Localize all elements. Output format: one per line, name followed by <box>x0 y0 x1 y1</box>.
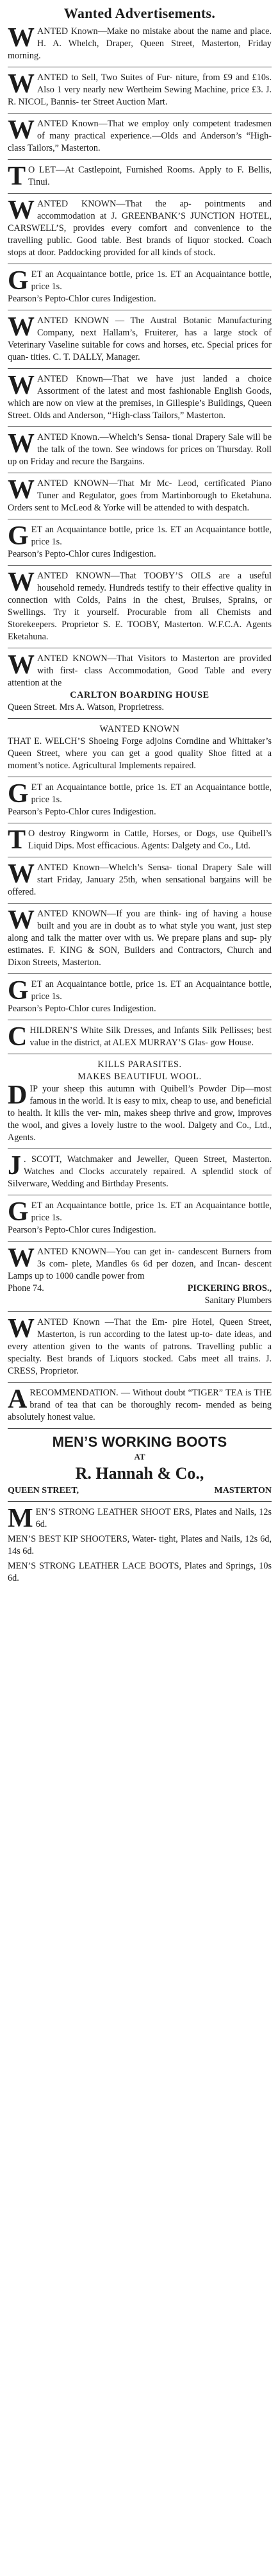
advert-line: Pearson’s Pepto-Chlor cures Indigestion. <box>8 1004 156 1014</box>
drop-cap: T <box>8 825 26 855</box>
column-title: Wanted Advertisements. <box>63 5 216 21</box>
advert <box>8 521 272 560</box>
drop-cap: W <box>8 69 35 99</box>
drop-cap: D <box>8 1081 28 1110</box>
advert-line: ANTED KNOWN—That the ap- pointments and accommodation at J. GREENBANK’S JUNCTION HOTEL, CARSWELL’S, provides every comfort and convenience to the travelling public. Good table. Best brands of liquor stocked. Coach stops at door. Paddocking provided for all kinds of stock. <box>8 199 272 258</box>
advert-line: Pearson’s Pepto-Chlor cures Indigestion. <box>8 549 156 559</box>
advert-text <box>8 1003 272 1015</box>
advert-text <box>8 650 272 689</box>
drop-cap: W <box>8 115 35 145</box>
advert-line: Pearson’s Pepto-Chlor cures Indigestion. <box>8 807 156 817</box>
advert-line: ANTED Known—That we have just landed a choice Assortment of the latest and most fashionable English Goods, which are now on view at the premises, in Gillespie’s Buildings, Queen Street. Olds and Anderson, “High-class Tailors,” Masterton. <box>8 374 272 421</box>
advert-line: ANTED KNOWN—You can get in- candescent Burners from 3s com- plete, Mandles 6s 6d per dozen, and Incan- descent Lamps up to 1000 candle power from <box>8 1247 272 1281</box>
advert <box>8 1243 272 1307</box>
advert <box>8 1059 272 1144</box>
advert-text <box>8 429 272 468</box>
advert-text <box>8 905 272 969</box>
advert-line: ET an Acquaintance bottle, price 1s. ET an Acquaintance bottle, price 1s. <box>31 1200 272 1223</box>
advert-text <box>8 198 272 259</box>
drop-cap: W <box>8 859 35 889</box>
advert-line: ET an Acquaintance bottle, price 1s. ET an Acquaintance bottle, price 1s. <box>31 979 272 1002</box>
advert-line: ET an Acquaintance bottle, price 1s. ET an Acquaintance bottle, price 1s. <box>31 782 272 805</box>
boots-street: QUEEN STREET, <box>8 1486 79 1495</box>
advert <box>8 723 272 772</box>
separator <box>8 1241 272 1242</box>
boots-heading: MEN’S WORKING BOOTS <box>52 1434 227 1450</box>
advert-line: O destroy Ringworm in Cattle, Horses, or Dogs, use Quibell’s Liquid Dips. Most efficacious. Agents: Dalgety and Co., Ltd. <box>28 829 272 851</box>
advert-text <box>8 779 272 809</box>
advert <box>8 1314 272 1377</box>
advert-text <box>8 1387 272 1424</box>
advert <box>8 1197 272 1236</box>
advert-line: ET an Acquaintance bottle, price 1s. ET an Acquaintance bottle, price 1s. <box>31 269 272 292</box>
drop-cap: J <box>8 1151 21 1181</box>
separator <box>8 113 272 114</box>
advert <box>8 825 272 855</box>
advert-line: ANTED Known—That we employ only competent tradesmen of many practical experience.—Olds and Anderson’s “High-class Tailors,” Masterton. <box>8 119 272 153</box>
drop-cap: A <box>8 1385 28 1414</box>
advert-subheading: MAKES BEAUTIFUL WOOL. <box>78 1072 202 1082</box>
drop-cap: W <box>8 312 35 342</box>
advert-text <box>8 976 272 1006</box>
advert <box>8 23 272 62</box>
drop-cap: G <box>8 779 29 809</box>
drop-cap: G <box>8 266 29 296</box>
drop-cap: W <box>8 1243 35 1273</box>
advert <box>8 570 272 643</box>
advert-text <box>8 293 272 305</box>
advert-line: RECOMMENDATION. — Without doubt “TIGER” TEA is THE brand of tea that can be thoroughly recom- mended as being absolutely honest value. <box>8 1388 272 1422</box>
boots-item <box>8 1533 272 1558</box>
advert-line: ANTED KNOWN—If you are think- ing of having a house built and you are in doubt as to what style you want, just step along and talk the matter over with us. We prepare plans and sup- ply estimates. F. KING & SON, Builders and Contractors, Church and Dixon Streets, Masterton. <box>8 909 272 968</box>
advert-text <box>8 521 272 551</box>
advert-text <box>8 373 272 422</box>
advert-line: ET an Acquaintance bottle, price 1s. ET an Acquaintance bottle, price 1s. <box>31 525 272 547</box>
advert-text <box>8 859 272 898</box>
advert-tail: Queen Street. Mrs A. Watson, Proprietress. <box>8 702 165 712</box>
boots-address <box>8 1485 272 1497</box>
drop-cap: W <box>8 371 35 400</box>
advert <box>8 1022 272 1052</box>
advert-text <box>8 164 272 189</box>
advert <box>8 1151 272 1190</box>
separator <box>8 1428 272 1429</box>
advert-text <box>8 1224 272 1236</box>
separator <box>8 426 272 427</box>
separator <box>8 718 272 719</box>
separator <box>8 1311 272 1312</box>
advert-line: IP your sheep this autumn with Quibell’s Powder Dip—most famous in the world. It is easy to mix, cheap to use, and beneficial to health. It kills the ver- min, makes sheep thrive and grow, improves the wool, and gives a lovely lustre to the wool. Dalgety and Co., Ltd., Agents. <box>8 1084 272 1143</box>
advert-text <box>8 1314 272 1377</box>
boots-item-text: EN’S STRONG LEATHER SHOOT ERS, Plates and Nails, 12s 6d. <box>35 1507 272 1529</box>
advert-text <box>8 736 272 772</box>
drop-cap: C <box>8 1022 28 1052</box>
advert <box>8 198 272 259</box>
boots-item-text: MEN’S BEST KIP SHOOTERS, Water- tight, Plates and Nails, 12s 6d, 14s 6d. <box>8 1534 272 1556</box>
advert <box>8 312 272 364</box>
advert-line: ANTED KNOWN—That TOOBY’S OILS are a useful household remedy. Hundreds testify to their effective quality in connection with Colds, Pains in the chest, Bruises, Sprains, or Swellings. Try it yourself. Procurable from all Chemists and Storekeepers. Proprietor S. E. TOOBY, Masterton. W.F.C.A. Agents Eketahuna. <box>8 571 272 642</box>
advert-text <box>8 312 272 364</box>
advert-text <box>8 806 272 818</box>
separator <box>8 193 272 194</box>
advert <box>8 905 272 969</box>
drop-cap: W <box>8 568 35 597</box>
separator <box>8 159 272 160</box>
boots-item <box>8 1560 272 1585</box>
drop-cap: G <box>8 1197 29 1227</box>
separator <box>8 903 272 904</box>
advert-text <box>8 475 272 514</box>
advert <box>8 650 272 714</box>
advert <box>8 69 272 108</box>
advert-text <box>8 825 272 855</box>
advert-text <box>8 1197 272 1227</box>
advert <box>8 429 272 468</box>
separator <box>8 1501 272 1502</box>
boots-item-text: MEN’S STRONG LEATHER LACE BOOTS, Plates and Springs, 10s 6d. <box>8 1561 272 1583</box>
advert <box>8 475 272 514</box>
advert-line: ANTED KNOWN — The Austral Botanic Manufacturing Company, next Hallam’s, Fruiterer, has a large stock of Veterinary Vaseline suitable for cows and horses, etc. Special prices for quan- tities. C. T. DALLY, Manager. <box>8 316 272 362</box>
advert-text <box>8 69 272 108</box>
boots-items <box>8 1506 272 1585</box>
advert <box>8 1387 272 1424</box>
advert-business-name: CARLTON BOARDING HOUSE <box>70 690 209 700</box>
advert <box>8 164 272 189</box>
advert <box>8 115 272 155</box>
drop-cap: W <box>8 475 35 505</box>
ads-list <box>8 23 272 1429</box>
drop-cap: T <box>8 162 26 191</box>
advert-line: ANTED to Sell, Two Suites of Fur- niture, from £9 and £10s. Also 1 very nearly new Wertheim Sewing Machine, price £3. J. R. NICOL, Bannis- ter Street Auction Mart. <box>8 72 272 107</box>
advert-text <box>8 1022 272 1052</box>
advert-tail: Sanitary Plumbers <box>204 1295 272 1306</box>
boots-item <box>8 1506 272 1531</box>
advert-heading: KILLS PARASITES. <box>97 1059 182 1070</box>
advert <box>8 373 272 422</box>
advert <box>8 976 272 1015</box>
advert-line: Pearson’s Pepto-Chlor cures Indigestion. <box>8 1225 156 1235</box>
boots-town: MASTERTON <box>214 1486 272 1495</box>
advert-line: ANTED Known—Whelch’s Sensa- tional Drapery Sale will start Friday, January 25th, when sensational bargains will be offered. <box>8 863 272 897</box>
drop-cap: W <box>8 23 35 53</box>
advert-line: O LET—At Castlepoint, Furnished Rooms. Apply to F. Bellis, Tinui. <box>28 165 272 187</box>
separator <box>8 565 272 566</box>
advert-text <box>8 115 272 155</box>
advert-phone-row <box>8 1283 272 1295</box>
advert-line: THAT E. WELCH’S Shoeing Forge adjoins Corndine and Whittaker’s Queen Street, where you can get a good quality Shoe fitted at a moment’s notice. Agricultural Implements repaired. <box>8 736 272 771</box>
drop-cap: W <box>8 429 35 459</box>
advert-line: ANTED Known—Make no mistake about the name and place. H. A. Whelch, Draper, Queen Street, Masterton, Friday morning. <box>8 26 272 61</box>
separator <box>8 368 272 369</box>
advert <box>8 266 272 305</box>
separator <box>8 1382 272 1383</box>
drop-cap: W <box>8 1314 35 1343</box>
advert <box>8 779 272 818</box>
boots-at: AT <box>134 1452 145 1461</box>
advert-line: . SCOTT, Watchmaker and Jeweller, Queen Street, Masterton. Watches and Clocks accurately repaired. A splendid stock of Silverware, Wedding and Birthday Presents. <box>8 1154 272 1189</box>
advert-text <box>8 1083 272 1144</box>
advert-line: ANTED KNOWN—That Mr Mc- Leod, certificated Piano Tuner and Regulator, goes from Martinborough to Eketahuna. Orders sent to McLeod & Yorke will be attended to with despatch. <box>8 478 272 513</box>
advert-line: HILDREN’S White Silk Dresses, and Infants Silk Pellisses; best value in the district, at ALEX MURRAY’S Glas- gow House. <box>29 1025 272 1048</box>
advert-text <box>8 1151 272 1190</box>
drop-cap: M <box>8 1504 33 1533</box>
drop-cap: G <box>8 976 29 1006</box>
advert-text <box>8 23 272 62</box>
drop-cap: G <box>8 521 29 551</box>
advert <box>8 859 272 898</box>
advert-firm: PICKERING BROS., <box>187 1283 272 1293</box>
boots-advert <box>8 1433 272 1585</box>
drop-cap: W <box>8 650 35 680</box>
phone-number: Phone 74. <box>8 1283 44 1293</box>
advert-line: Pearson’s Pepto-Chlor cures Indigestion. <box>8 294 156 304</box>
advert-heading: WANTED KNOWN <box>99 724 180 734</box>
separator <box>8 973 272 974</box>
advert-text <box>8 570 272 643</box>
advert-line: ANTED Known —That the Em- pire Hotel, Queen Street, Masterton, is run according to the latest up-to- date ideas, and every attention given to the wants of patrons. Travelling public a specialty. Best brands of Liquors stocked. Cabs meet all trains. J. CRESS, Proprietor. <box>8 1317 272 1376</box>
drop-cap: W <box>8 196 35 225</box>
advert-line: ANTED KNOWN—That Visitors to Masterton are provided with first- class Accommodation, Good Table and every attention at the <box>8 653 272 688</box>
advert-text <box>8 1243 272 1283</box>
drop-cap: W <box>8 905 35 935</box>
advert-text <box>8 548 272 560</box>
boots-firm: R. Hannah & Co., <box>75 1464 204 1483</box>
advert-line: ANTED Known.—Whelch’s Sensa- tional Drapery Sale will be the talk of the town. See windows for prices on Thursday. Roll up on Friday and recure the Bargains. <box>8 432 272 467</box>
advert-text <box>8 266 272 296</box>
